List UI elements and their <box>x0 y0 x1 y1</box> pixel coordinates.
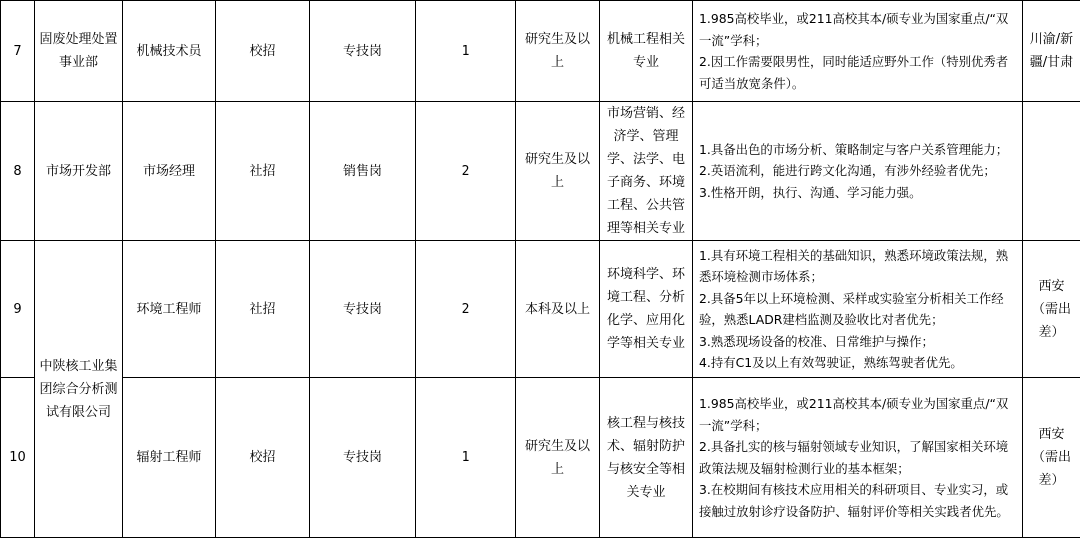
job-category-cell: 专技岗 <box>310 241 416 378</box>
table-row <box>1 102 1080 241</box>
education-cell: 研究生及以上 <box>516 1 600 102</box>
job-category-cell: 专技岗 <box>310 378 416 538</box>
requirement-item: 2.具备扎实的核与辐射领域专业知识，了解国家相关环境政策法规及辐射检测行业的基本框架； <box>699 436 1016 479</box>
requirements-cell <box>693 378 1023 538</box>
department-cell-merged: 中陕核工业集团综合分析测试有限公司 <box>35 241 123 538</box>
requirements-cell <box>693 102 1023 241</box>
position-cell: 市场经理 <box>123 102 216 241</box>
major-cell: 核工程与核技术、辐射防护与核安全等相关专业 <box>600 378 693 538</box>
major-cell: 环境科学、环境工程、分析化学、应用化学等相关专业 <box>600 241 693 378</box>
location-cell: 川渝/新疆/甘肃 <box>1023 1 1080 102</box>
recruit-type-cell: 社招 <box>216 241 310 378</box>
position-cell: 机械技术员 <box>123 1 216 102</box>
row-number: 8 <box>1 102 35 241</box>
row-number: 9 <box>1 241 35 378</box>
department-cell: 固废处理处置事业部 <box>35 1 123 102</box>
requirement-item: 1.985高校毕业，或211高校其本/硕专业为国家重点/“双一流”学科； <box>699 393 1016 436</box>
major-cell: 市场营销、经济学、管理学、法学、电子商务、环境工程、公共管理等相关专业 <box>600 102 693 241</box>
requirement-item: 1.具备出色的市场分析、策略制定与客户关系管理能力； <box>699 139 1016 161</box>
location-cell: 西安（需出差） <box>1023 241 1080 378</box>
row-number: 10 <box>1 378 35 538</box>
education-cell: 本科及以上 <box>516 241 600 378</box>
table-row <box>1 1 1080 102</box>
job-category-cell: 专技岗 <box>310 1 416 102</box>
headcount-cell: 1 <box>416 378 516 538</box>
headcount-cell: 1 <box>416 1 516 102</box>
headcount-cell: 2 <box>416 241 516 378</box>
requirement-item: 1.具有环境工程相关的基础知识，熟悉环境政策法规，熟悉环境检测市场体系； <box>699 245 1016 288</box>
requirement-item: 2.因工作需要限男性，同时能适应野外工作（特别优秀者可适当放宽条件）。 <box>699 51 1016 94</box>
requirement-item: 2.具备5年以上环境检测、采样或实验室分析相关工作经验，熟悉LADR建档监测及验收比对者优先； <box>699 288 1016 331</box>
table-row <box>1 378 1080 538</box>
recruit-type-cell: 校招 <box>216 1 310 102</box>
requirement-item: 1.985高校毕业，或211高校其本/硕专业为国家重点/“双一流”学科； <box>699 8 1016 51</box>
position-cell: 环境工程师 <box>123 241 216 378</box>
requirement-item: 3.熟悉现场设备的校准、日常维护与操作； <box>699 331 1016 353</box>
job-category-cell: 销售岗 <box>310 102 416 241</box>
department-cell: 市场开发部 <box>35 102 123 241</box>
table-row <box>1 241 1080 378</box>
recruit-type-cell: 社招 <box>216 102 310 241</box>
location-cell <box>1023 102 1080 241</box>
major-cell: 机械工程相关专业 <box>600 1 693 102</box>
requirement-item: 3.在校期间有核技术应用相关的科研项目、专业实习，或接触过放射诊疗设备防护、辐射评价等相关实践者优先。 <box>699 479 1016 522</box>
requirement-item: 4.持有C1及以上有效驾驶证，熟练驾驶者优先。 <box>699 352 1016 374</box>
position-cell: 辐射工程师 <box>123 378 216 538</box>
location-cell: 西安（需出差） <box>1023 378 1080 538</box>
requirements-cell <box>693 241 1023 378</box>
headcount-cell: 2 <box>416 102 516 241</box>
education-cell: 研究生及以上 <box>516 378 600 538</box>
requirement-item: 3.性格开朗，执行、沟通、学习能力强。 <box>699 182 1016 204</box>
row-number: 7 <box>1 1 35 102</box>
education-cell: 研究生及以上 <box>516 102 600 241</box>
requirement-item: 2.英语流利，能进行跨文化沟通，有涉外经验者优先； <box>699 160 1016 182</box>
requirements-cell <box>693 1 1023 102</box>
recruit-type-cell: 校招 <box>216 378 310 538</box>
